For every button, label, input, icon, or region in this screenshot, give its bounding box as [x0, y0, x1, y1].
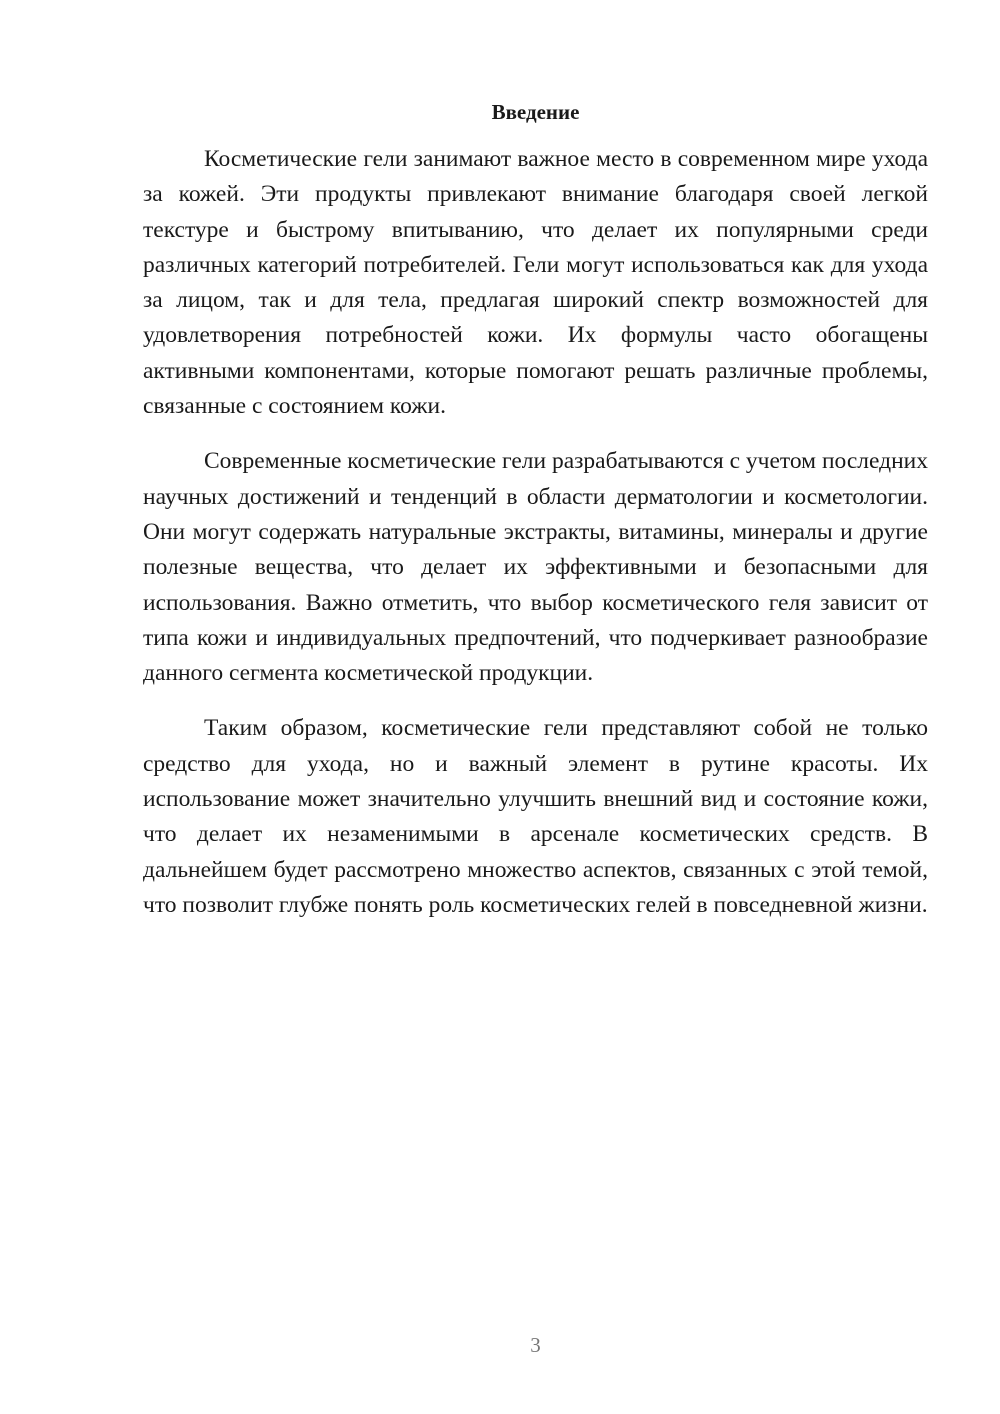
page-number: 3 [530, 1333, 541, 1357]
body-text [143, 142, 928, 943]
paragraph-2: Современные косметические гели разрабатываются с учетом последних научных достижений и тенденций в области дерматологии и косметологии. Они могут содержать натуральные экстракты, витамины, минералы и другие полезные вещества, что делает их эффективными и безопасными для использования. Важно отметить, что выбор косметического геля зависит от типа кожи и индивидуальных предпочтений, что подчеркивает разнообразие данного сегмента косметической продукции. [143, 448, 928, 687]
paragraph-3: Таким образом, косметические гели представляют собой не только средство для ухода, но и важный элемент в рутине красоты. Их использование может значительно улучшить внешний вид и состояние кожи, что делает их незаменимыми в арсенале косметических средств. В дальнейшем будет рассмотрено множество аспектов, связанных с этой темой, что позволит глубже понять роль косметических гелей в повседневной жизни. [143, 715, 928, 918]
section-heading: Введение [491, 100, 580, 124]
paragraph-1: Косметические гели занимают важное место в современном мире ухода за кожей. Эти продукты привлекают внимание благодаря своей легкой текстуре и быстрому впитыванию, что делает их популярными среди различных категорий потребителей. Гели могут использоваться как для ухода за лицом, так и для тела, предлагая широкий спектр возможностей для удовлетворения потребностей кожи. Их формулы часто обогащены активными компонентами, которые помогают решать различные проблемы, связанные с состоянием кожи. [143, 146, 928, 420]
